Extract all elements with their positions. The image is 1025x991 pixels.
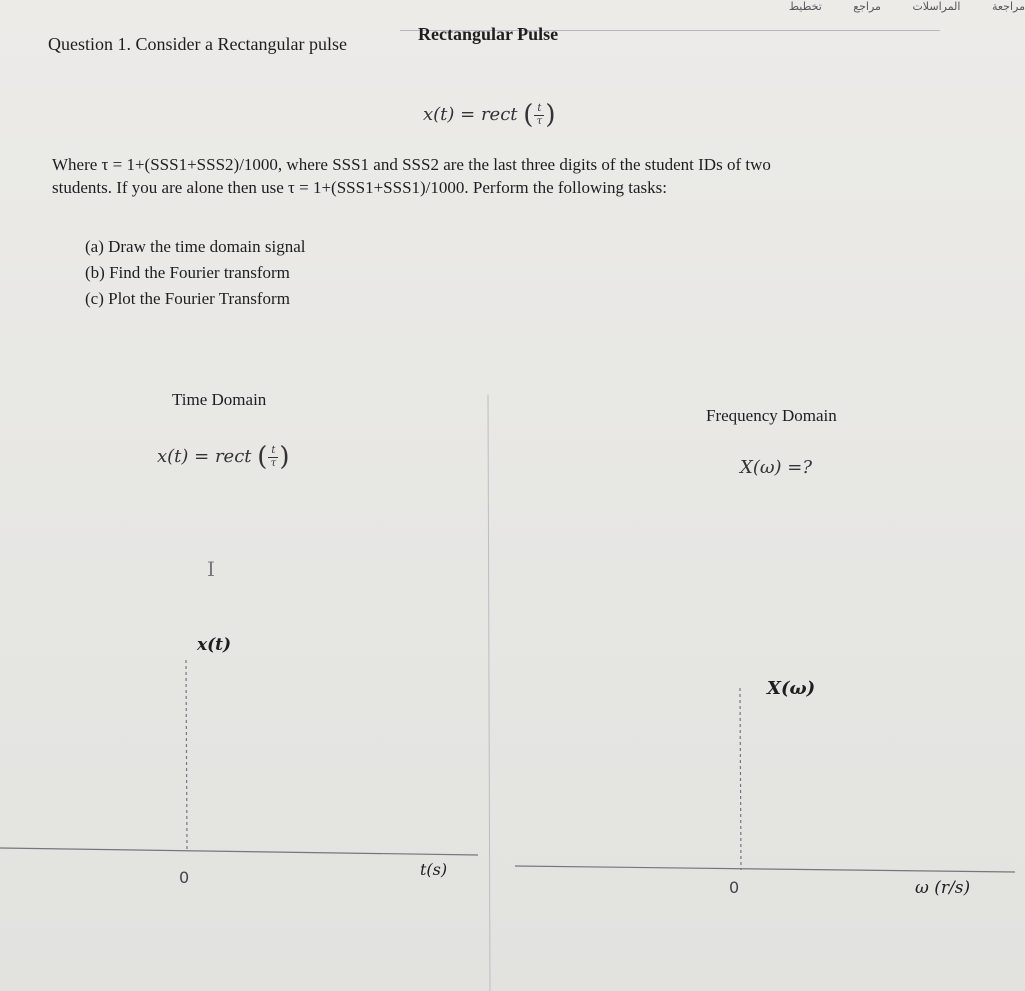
fraction-denominator: τ xyxy=(536,115,543,127)
document-title: Rectangular Pulse xyxy=(418,24,559,44)
frequency-x-axis xyxy=(515,866,1015,872)
text-cursor-icon: I xyxy=(207,557,215,581)
time-fraction-numerator: t xyxy=(271,444,276,456)
task-item-c: (c) Plot the Fourier Transform xyxy=(85,289,290,308)
frequency-y-axis xyxy=(740,688,741,870)
time-origin-label: 0 xyxy=(179,868,190,887)
question-heading: Question 1. Consider a Rectangular pulse xyxy=(48,34,347,54)
frequency-y-label: X(ω) xyxy=(767,678,816,699)
right-paren-glyph: ) xyxy=(279,442,290,472)
time-domain-heading: Time Domain xyxy=(172,390,267,409)
time-axis-unit: t(s) xyxy=(420,860,448,879)
task-item-a: (a) Draw the time domain signal xyxy=(85,237,306,256)
time-y-axis xyxy=(186,660,187,852)
frequency-domain-formula: X(ω) =? xyxy=(740,457,812,478)
frequency-origin-label: 0 xyxy=(729,878,740,897)
instructions-line-1: Where τ = 1+(SSS1+SSS2)/1000, where SSS1 and SSS2 are the last three digits of the student IDs of two xyxy=(52,155,771,174)
main-formula-lhs: x(t) = rect xyxy=(423,104,518,125)
time-y-label: x(t) xyxy=(197,635,232,655)
fraction-numerator: t xyxy=(537,102,542,114)
task-item-b: (b) Find the Fourier transform xyxy=(85,263,290,282)
table-column-divider xyxy=(488,395,490,991)
time-fraction-denominator: τ xyxy=(270,457,277,469)
time-formula-lhs: x(t) = rect xyxy=(157,446,252,467)
left-paren-glyph: ( xyxy=(523,100,534,130)
ribbon-tab-review[interactable]: مراجعة xyxy=(991,0,1025,13)
time-x-axis xyxy=(0,848,478,855)
left-paren-glyph: ( xyxy=(257,442,268,472)
frequency-domain-heading: Frequency Domain xyxy=(706,406,837,425)
instructions-line-2: students. If you are alone then use τ = 1+(SSS1+SSS1)/1000. Perform the following tasks: xyxy=(52,178,667,197)
ribbon-tab-mailings[interactable]: المراسلات xyxy=(912,0,961,13)
ribbon-tab-references[interactable]: مراجع xyxy=(853,0,881,13)
frequency-axis-unit: ω (r/s) xyxy=(915,878,971,898)
right-paren-glyph: ) xyxy=(545,100,556,130)
ribbon-tab-layout[interactable]: تخطيط xyxy=(788,0,822,13)
